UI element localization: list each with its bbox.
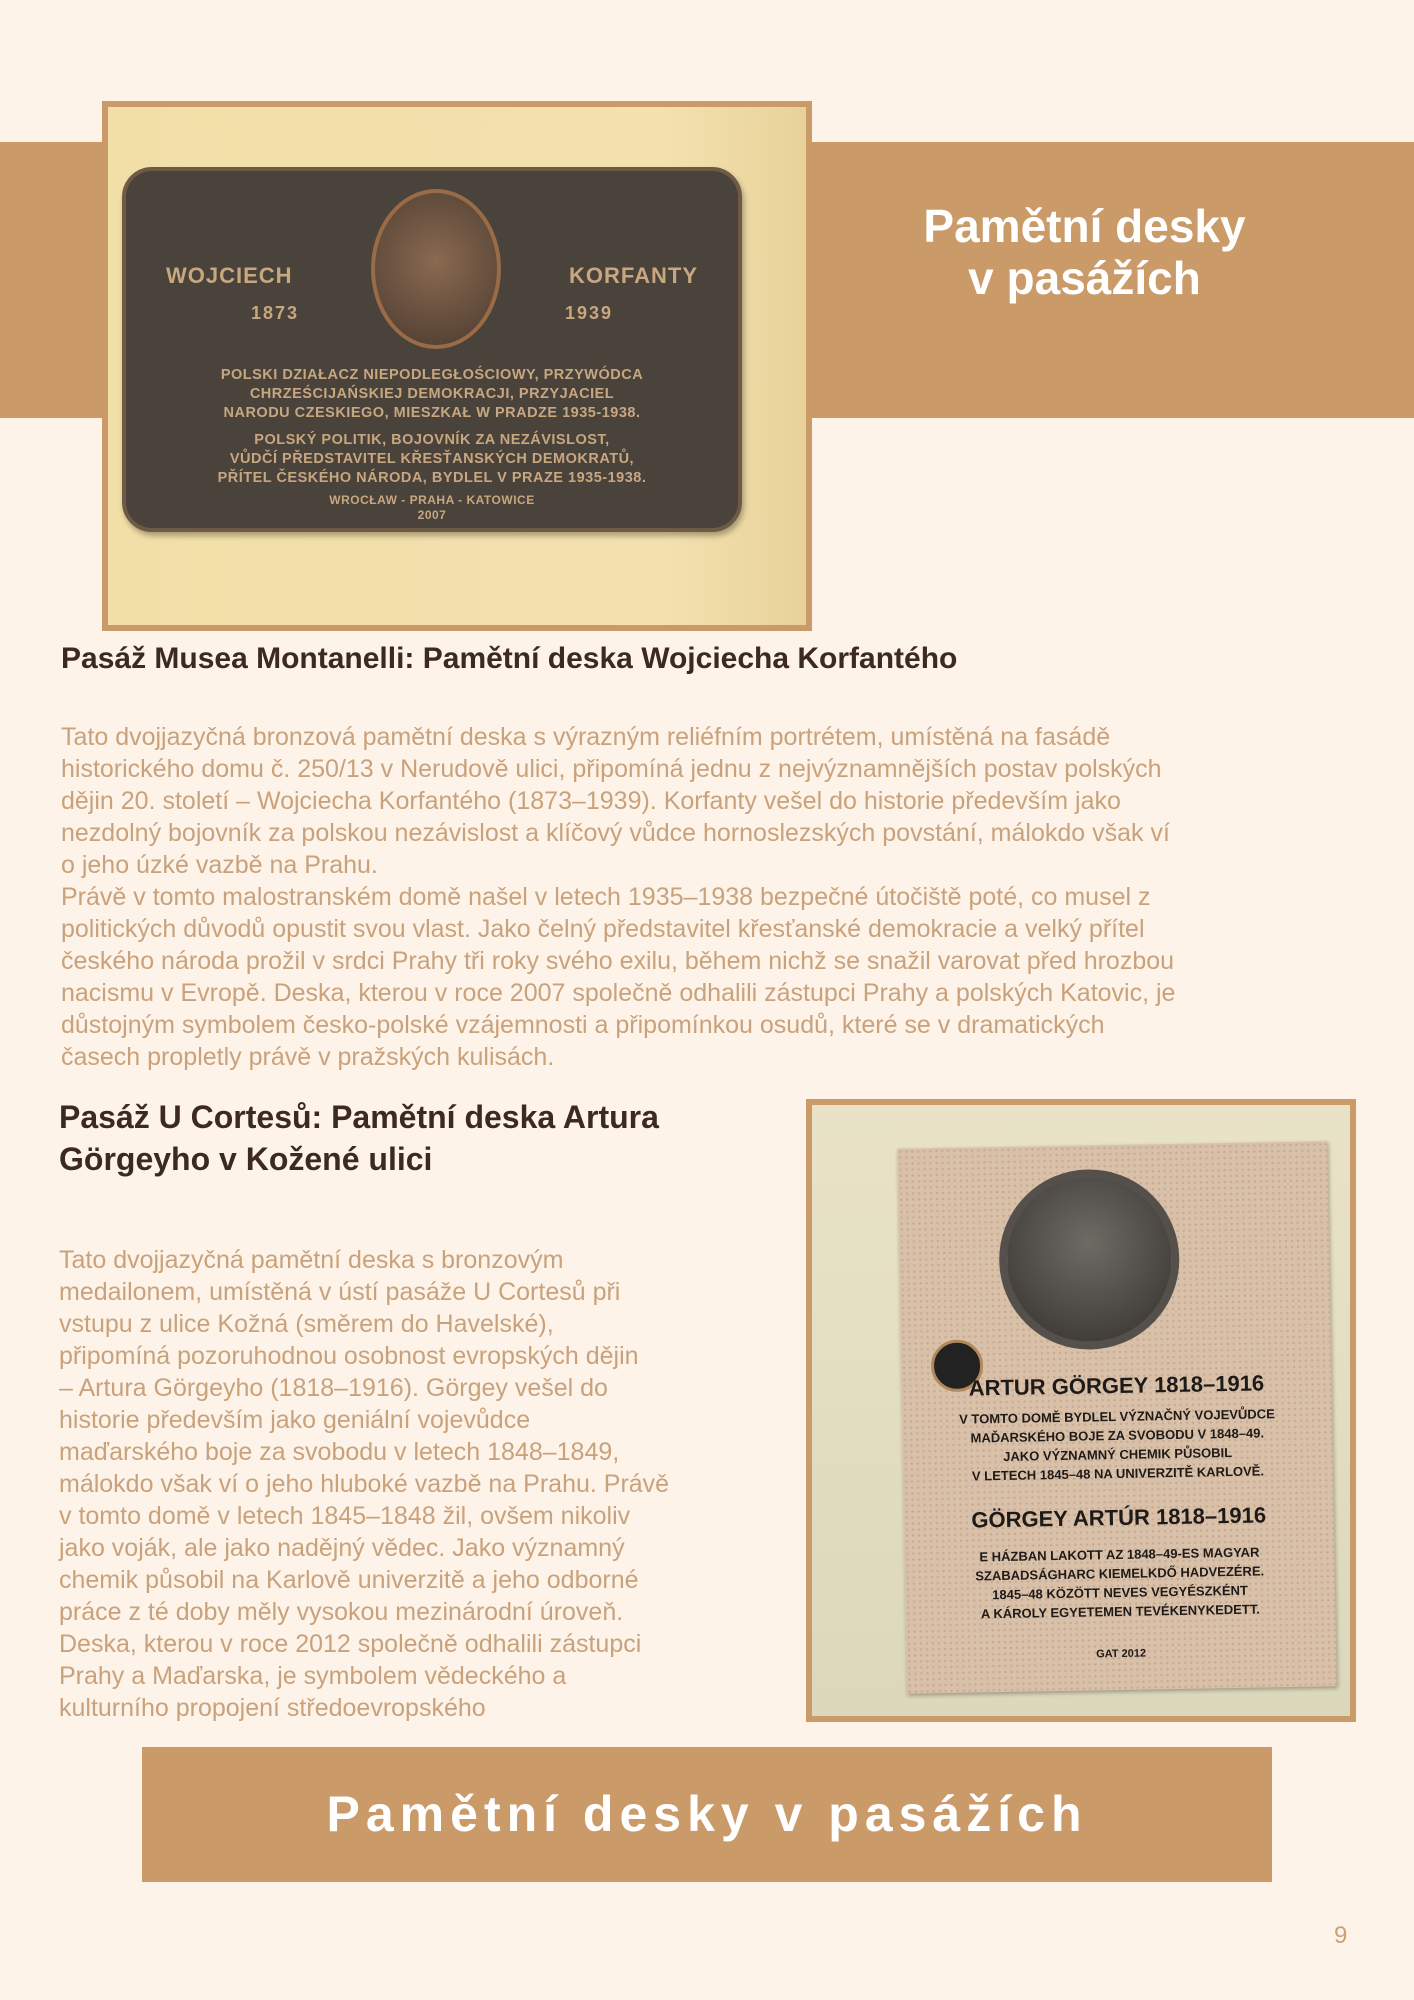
plaque-line: 2007	[417, 508, 447, 522]
plaque-first-name: WOJCIECH	[166, 263, 293, 288]
plaque-signature: GAT 2012	[1096, 1647, 1147, 1661]
paragraph-line: jako voják, ale jako nadějný vědec. Jako významný	[59, 1534, 625, 1562]
bronze-plaque	[122, 167, 742, 532]
paragraph-line: práce z té doby měly vysokou mezinárodní úroveň.	[59, 1598, 624, 1626]
paragraph-line: Deska, kterou v roce 2012 společně odhalili zástupci	[59, 1630, 642, 1658]
paragraph-line: v tomto domě v letech 1845–1848 žil, ovšem nikoliv	[59, 1502, 631, 1530]
plaque-heading: GÖRGEY ARTÚR 1818–1916	[971, 1502, 1267, 1533]
section2-heading	[59, 1096, 659, 1180]
plaque-line: V TOMTO DOMĚ BYDLEL VÝZNAČNÝ VOJEVŮDCE	[959, 1406, 1275, 1427]
footer-banner: Pamětní desky v pasážích	[142, 1747, 1272, 1882]
page-number: 9	[1334, 1922, 1348, 1949]
section1-heading: Pasáž Musea Montanelli: Pamětní deska Wojciecha Korfantého	[61, 642, 958, 675]
plaque-line: POLSKÝ POLITIK, BOJOVNÍK ZA NEZÁVISLOST,	[254, 432, 610, 448]
gorgey-plaque-photo	[806, 1099, 1356, 1722]
plaque-footer	[126, 493, 738, 523]
paragraph-line: – Artura Görgeyho (1818–1916). Görgey vešel do	[59, 1374, 608, 1402]
paragraph-line: historického domu č. 250/13 v Nerudově ulici, připomíná jednu z nejvýznamnějších postav polských	[61, 755, 1162, 783]
plaque-line: SZABADSÁGHARC KIEMELKDŐ HADVEZÉRE.	[975, 1563, 1265, 1584]
paragraph-line: vstupu z ulice Kožná (směrem do Havelské),	[59, 1310, 554, 1338]
paragraph-line: nacismu v Evropě. Deska, kterou v roce 2007 společně odhalili zástupci Prahy a polských Katovic, je	[61, 979, 1176, 1007]
page-title	[842, 200, 1327, 304]
paragraph-line: českého národa prožil v srdci Prahy tři roky svého exilu, během nichž se snažil varovat před hrozbou	[61, 947, 1175, 975]
plaque-last-name: KORFANTY	[569, 263, 698, 288]
plaque-czech-text	[126, 431, 738, 488]
plaque-hungarian-text	[904, 1541, 1335, 1624]
plaque-born: 1873	[251, 303, 300, 323]
paragraph-line: dějin 20. století – Wojciecha Korfantého (1873–1939). Korfanty vešel do historie především jako	[61, 787, 1121, 815]
plaque-polish-text	[126, 366, 738, 423]
paragraph-line: maďarského boje za svobodu v letech 1848–1849,	[59, 1438, 620, 1466]
plaque-czech-text	[902, 1403, 1333, 1486]
heading-line: Görgeyho v Kožené ulici	[59, 1141, 433, 1177]
paragraph-line: politických důvodů opustit svou vlast. Jako čelný představitel křesťanské demokracie a velký přítel	[61, 915, 1145, 943]
plaque-line: MAĎARSKÉHO BOJE ZA SVOBODU V 1848–49.	[970, 1425, 1265, 1446]
paragraph-line: Právě v tomto malostranském domě našel v letech 1935–1938 bezpečné útočiště poté, co musel z	[61, 883, 1151, 911]
paragraph-line: nezdolný bojovník za polskou nezávislost a klíčový vůdce hornoslezských povstání, málokdo však ví	[61, 819, 1170, 847]
plaque-line: 1845–48 KÖZÖTT NEVES VEGYÉSZKÉNT	[992, 1582, 1249, 1603]
plaque-line: CHRZEŚCIJAŃSKIEJ DEMOKRACJI, PRZYJACIEL	[249, 386, 615, 402]
paragraph-line: historie především jako geniální vojevůdce	[59, 1406, 531, 1434]
plaque-line: A KÁROLY EGYETEMEN TEVÉKENYKEDETT.	[980, 1601, 1261, 1622]
paragraph-line: kulturního propojení středoevropského	[59, 1694, 486, 1722]
paragraph-line: Tato dvojjazyčná pamětní deska s bronzovým	[59, 1246, 564, 1274]
page-title-line: Pamětní desky	[923, 200, 1246, 252]
paragraph-line: málokdo však ví o jeho hluboké vazbě na Prahu. Právě	[59, 1470, 670, 1498]
section1-paragraph	[61, 721, 1175, 1073]
paragraph-line: o jeho úzké vazbě na Prahu.	[61, 851, 378, 879]
plaque-line: JAKO VÝZNAMNÝ CHEMIK PŮSOBIL	[1003, 1444, 1233, 1464]
plaque-line: V LETECH 1845–48 NA UNIVERZITĚ KARLOVĚ.	[971, 1463, 1265, 1484]
paragraph-line: Tato dvojjazyčná bronzová pamětní deska s výrazným reliéfním portrétem, umístěná na fasádě	[61, 723, 1111, 751]
section2-paragraph	[59, 1244, 669, 1724]
plaque-died: 1939	[564, 303, 613, 323]
page-title-line: v pasážích	[968, 252, 1201, 304]
plaque-line: PŘÍTEL ČESKÉHO NÁRODA, BYDLEL V PRAZE 1935-1938.	[217, 470, 647, 486]
paragraph-line: připomíná pozoruhodnou osobnost evropských dějin	[59, 1342, 639, 1370]
heading-line: Pasáž U Cortesů: Pamětní deska Artura	[59, 1099, 659, 1135]
plaque-line: E HÁZBAN LAKOTT AZ 1848–49-ES MAGYAR	[979, 1544, 1260, 1565]
korfanty-plaque-photo	[102, 101, 812, 631]
paragraph-line: důstojným symbolem česko-polské vzájemnosti a připomínkou osudů, které se v dramatických	[61, 1011, 1105, 1039]
plaque-line: WROCŁAW - PRAHA - KATOWICE	[329, 493, 535, 507]
portrait-medallion	[371, 189, 501, 349]
plaque-line: VŮDČÍ PŘEDSTAVITEL KŘESŤANSKÝCH DEMOKRATŮ,	[229, 451, 635, 467]
paragraph-line: medailonem, umístěná v ústí pasáže U Cortesů při	[59, 1278, 621, 1306]
portrait-medallion	[998, 1168, 1181, 1351]
paragraph-line: časech propletly právě v pražských kulisách.	[61, 1043, 555, 1071]
plaque-line: NARODU CZESKIEGO, MIESZKAŁ W PRADZE 1935-1938.	[223, 405, 641, 421]
paragraph-line: Prahy a Maďarska, je symbolem vědeckého a	[59, 1662, 567, 1690]
plaque-heading: ARTUR GÖRGEY 1818–1916	[968, 1370, 1265, 1401]
plaque-line: POLSKI DZIAŁACZ NIEPODLEGŁOŚCIOWY, PRZYWÓDCA	[220, 367, 644, 383]
granite-plaque	[897, 1141, 1336, 1693]
paragraph-line: chemik působil na Karlově univerzitě a jeho odborné	[59, 1566, 639, 1594]
